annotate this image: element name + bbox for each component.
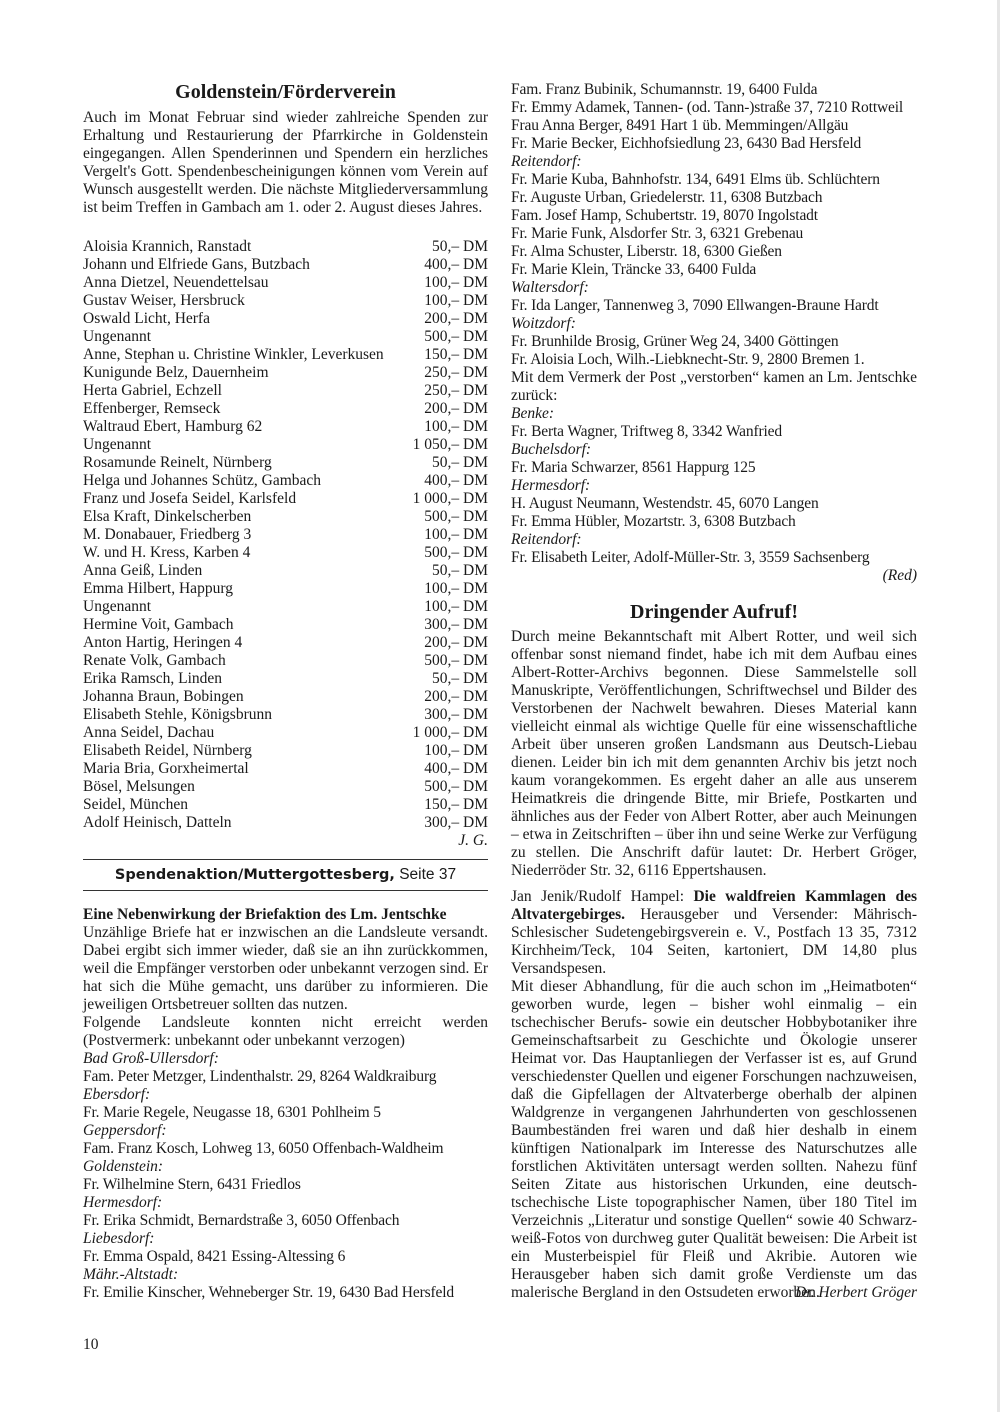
donation-list [83,238,488,850]
donor-name: Gustav Weiser, Hersbruck [83,292,245,309]
article-paragraph: Unzählige Briefe hat er inzwischen an die Landsleute versandt. Dabei ergibt sich immer wieder, daß sie an ihn zurückkommen, weil die Empfänger verstorben oder unbekannt verzogen sind. Er hat sich die Mühe gemacht, uns darüber zu informieren. Die jeweiligen Ortsbetreuer sollten das nutzen. [83,924,488,1013]
address-entry: Fr. Elisabeth Leiter, Adolf-Müller-Str. 3, 3559 Sachsenberg [511,549,870,566]
donation-amount: 150,– DM [424,796,488,813]
address-entry: Fr. Emma Hübler, Mozartstr. 3, 6308 Butzbach [511,513,796,530]
address-entry: Fr. Auguste Urban, Griedelerstr. 11, 6308 Butzbach [511,189,823,206]
donor-name: Oswald Licht, Herfa [83,310,210,327]
box-heading-bold: Spendenaktion/Muttergottesberg, [114,867,395,883]
address-entry: Fr. Wilhelmine Stern, 6431 Friedlos [83,1176,301,1193]
place-heading: Bad Groß-Ullersdorf: [83,1050,219,1067]
box-heading-page: Seite 37 [399,866,457,883]
donation-amount: 250,– DM [424,364,488,381]
address-entry: Fr. Marie Kuba, Bahnhofstr. 134, 6491 Elms üb. Schlüchtern [511,171,880,188]
review-publisher: Herausgeber und Versender: Mährisch-Schlesischer Sudetengebirgsverein e. V., Postfach 13 35, 7312 Kirchheim/Teck, 104 Seiten, kartoniert, DM 14,80 plus Versandspesen. [511,906,917,977]
donation-amount: 100,– DM [424,274,488,291]
donation-amount: 100,– DM [424,742,488,759]
donation-row [83,670,488,688]
article-paragraph: Folgende Landsleute konnten nicht erreicht werden (Postvermerk: unbekannt oder unbekannt verzogen) [83,1014,488,1049]
donation-row [83,796,488,814]
donation-row [83,814,488,832]
donation-row [83,652,488,670]
donor-name: Kunigunde Belz, Dauernheim [83,364,269,381]
address-entry: Fam. Franz Kosch, Lohweg 13, 6050 Offenbach-Waldheim [83,1140,444,1157]
donor-name: Anna Dietzel, Neuendettelsau [83,274,269,291]
aufruf-paragraph: Durch meine Bekanntschaft mit Albert Rotter, und weil sich offenbar sonst niemand findet, habe ich mit dem Aufbau eines Albert-Rotter-Archivs begonnen. Diese Sammelstelle soll Manuskripte, Veröffentlichungen, Schriftwechsel und Bilder des Verstorbenen der Nachwelt bewahren. Dieses Material kann vielleicht einmal als wichtige Quelle für eine wissenschaftliche Arbeit über unseren großen Landsmann aus Deutsch-Liebau dienen. Leider bin ich mit dem genannten Archiv bis jetzt noch kaum vorangekommen. Es ergeht daher an alle aus unserem Heimatkreis die dringende Bitte, mir Briefe, Postkarten und ähnliches aus der Feder von Albert Rotter, aber auch Meinungen – etwa in Zeitschriften – über ihn und seine Werke zur Verfügung zu stellen. Die Anschrift dafür lautet: Dr. Herbert Gröger, Niederröder Str. 32, 6116 Eppertshausen. [511,628,917,879]
section-title-aufruf: Dringender Aufruf! [630,601,798,623]
donor-name: Renate Volk, Gambach [83,652,226,669]
donor-name: Effenberger, Remseck [83,400,221,417]
address-entry: Fr. Marie Klein, Träncke 33, 6400 Fulda [511,261,757,278]
note-text: Mit dem Vermerk der Post „verstorben“ kamen an Lm. Jentschke zurück: [511,369,917,404]
donation-row [83,238,488,256]
donor-name: Helga und Johannes Schütz, Gambach [83,472,322,489]
place-heading: Goldenstein: [83,1158,164,1175]
place-heading: Hermesdorf: [511,477,591,494]
donor-name: W. und H. Kress, Karben 4 [83,544,251,561]
place-heading: Woitzdorf: [511,315,576,332]
donor-name: Rosamunde Reinelt, Nürnberg [83,454,272,471]
donor-name: Franz und Josefa Seidel, Karlsfeld [83,490,297,507]
article-nebenwirkung [83,906,488,1302]
address-entry: Fam. Josef Hamp, Schubertstr. 19, 8070 Ingolstadt [511,207,818,224]
donation-row [83,598,488,616]
address-entry: Fr. Marie Funk, Alsdorfer Str. 3, 6321 Grebenau [511,225,804,242]
donor-name: Seidel, München [83,796,189,813]
donation-amount: 150,– DM [424,346,488,363]
donation-amount: 50,– DM [432,454,488,471]
donation-amount: 200,– DM [424,634,488,651]
donor-name: Adolf Heinisch, Datteln [83,814,232,831]
donation-row [83,382,488,400]
donor-name: Ungenannt [83,436,152,453]
rule-top [83,859,488,860]
page-number: 10 [83,1336,99,1353]
address-entry: Fr. Marie Regele, Neugasse 18, 6301 Pohlheim 5 [83,1104,381,1121]
review-text: Mit dieser Abhandlung, für die auch schon im „Heimatboten“ geworben wurde, legen – bisher wohl einmalig – ein tschechischer Berufs- sowie ein deutscher Hobbybotaniker ihre Gemeinschaftsarbeit zu Geschichte und Ökologie unserer Heimat vor. Das Hauptanliegen der Verfasser ist es, auf Grund verschiedenster Quellen und eigener Forschungen nachzuweisen, daß die Gipfellagen der Altvaterberge oberhalb der alpinen Waldgrenze in vergangenen Jahrhunderten von geschlossenen Baumbeständen frei waren und daß hier deshalb in einem künftigen Nationalpark im Interesse des Naturschutzes alle forstlichen Aktivitäten untersagt werden sollten. Nahezu fünf Seiten Zitate aus historischen Urkunden, eine deutsch-tschechische Liste topographischer Namen, über 180 Titel im Verzeichnis „Literatur und sonstige Quellen“ sowie 40 Schwarz-weiß-Fotos von durchweg guter Qualität beweisen: Die Arbeit ist ein Musterbeispiel für Fleiß und Akribie. Autoren wie Herausgeber haben sich damit große Verdienste um das malerische Bergland in den Ostsudeten erworben. [511,978,917,1301]
donation-row [83,472,488,490]
place-heading: Buchelsdorf: [511,441,592,458]
address-entry: Fr. Maria Schwarzer, 8561 Happurg 125 [511,459,756,476]
address-entry: Fr. Ida Langer, Tannenweg 3, 7090 Ellwangen-Braune Hardt [511,297,879,314]
article-title: Eine Nebenwirkung der Briefaktion des Lm. Jentschke [83,906,447,923]
donation-amount: 400,– DM [424,256,488,273]
donation-amount: 100,– DM [424,580,488,597]
place-heading: Hermesdorf: [83,1194,163,1211]
address-entry: Fr. Brunhilde Brosig, Grüner Weg 24, 3400 Göttingen [511,333,839,350]
place-heading: Benke: [511,405,555,422]
donation-row [83,580,488,598]
donation-row [83,292,488,310]
donation-row [83,742,488,760]
donation-row [83,274,488,292]
address-entry: Fr. Berta Wagner, Triftweg 8, 3342 Wanfried [511,423,782,440]
place-heading: Reitendorf: [511,531,582,548]
donation-amount: 50,– DM [432,562,488,579]
donation-row [83,328,488,346]
donation-amount: 300,– DM [424,616,488,633]
address-entry: Fr. Emma Ospald, 8421 Essing-Altessing 6 [83,1248,346,1265]
book-review [511,888,917,1302]
place-heading: Waltersdorf: [511,279,589,296]
donation-amount: 200,– DM [424,310,488,327]
donation-row [83,400,488,418]
donation-amount: 500,– DM [424,328,488,345]
review-signature: Dr. Herbert Gröger [795,1284,917,1301]
donation-row [83,364,488,382]
donation-amount: 100,– DM [424,526,488,543]
donation-amount: 1 050,– DM [412,436,488,453]
donation-amount: 400,– DM [424,472,488,489]
donor-name: Anna Seidel, Dachau [83,724,215,741]
donation-amount: 500,– DM [424,508,488,525]
address-entry: Frau Anna Berger, 8491 Hart 1 üb. Memmingen/Allgäu [511,117,849,134]
donor-name: Maria Bria, Gorxheimertal [83,760,249,777]
donation-row [83,310,488,328]
donation-row [83,562,488,580]
address-entry: Fr. Emilie Kinscher, Wehneberger Str. 19, 6430 Bad Hersfeld [83,1284,454,1301]
donation-row [83,526,488,544]
donation-row [83,256,488,274]
donor-name: Erika Ramsch, Linden [83,670,223,687]
place-heading: Ebersdorf: [83,1086,151,1103]
donations-signature: J. G. [458,832,488,849]
donation-row [83,634,488,652]
address-entry: Fr. Alma Schuster, Liberstr. 18, 6300 Gießen [511,243,782,260]
place-heading: Mähr.-Altstadt: [83,1266,179,1283]
address-entry: Fam. Peter Metzger, Lindenthalstr. 29, 8264 Waldkraiburg [83,1068,437,1085]
address-list-continued [511,81,917,585]
donation-row [83,508,488,526]
donor-name: Elisabeth Stehle, Königsbrunn [83,706,272,723]
donor-name: Anna Geiß, Linden [83,562,203,579]
donor-name: Elsa Kraft, Dinkelscherben [83,508,252,525]
signature-red: (Red) [882,567,917,584]
donation-amount: 50,– DM [432,670,488,687]
donation-amount: 500,– DM [424,778,488,795]
address-entry: Fr. Emmy Adamek, Tannen- (od. Tann-)straße 37, 7210 Rottweil [511,99,904,116]
donation-row [83,418,488,436]
place-heading: Reitendorf: [511,153,582,170]
donor-name: Ungenannt [83,328,152,345]
donation-amount: 250,– DM [424,382,488,399]
address-entry: Fr. Erika Schmidt, Bernardstraße 3, 6050 Offenbach [83,1212,400,1229]
donor-name: Aloisia Krannich, Ranstadt [83,238,252,255]
donor-name: Anton Hartig, Heringen 4 [83,634,243,651]
rule-bottom [83,890,488,891]
box-heading [83,865,488,885]
donation-row [83,778,488,796]
donor-name: Johanna Braun, Bobingen [83,688,244,705]
place-heading: Geppersdorf: [83,1122,167,1139]
donation-row [83,688,488,706]
donor-name: Anne, Stephan u. Christine Winkler, Leverkusen [83,346,384,363]
donation-row [83,436,488,454]
donation-amount: 100,– DM [424,418,488,435]
address-entry: Fam. Franz Bubinik, Schumannstr. 19, 6400 Fulda [511,81,818,98]
address-entry: Fr. Aloisia Loch, Wilh.-Liebknecht-Str. 9, 2800 Bremen 1. [511,351,865,368]
donation-amount: 1 000,– DM [412,490,488,507]
intro-paragraph: Auch im Monat Februar sind wieder zahlreiche Spenden zur Erhaltung und Restaurierung der Pfarrkirche in Goldenstein eingegangen. Allen Spenderinnen und Spendern ein herzliches Vergelt's Gott. Spendenbescheinigungen können vom Verein auf Wunsch ausgestellt werden. Die nächste Mitgliederversammlung ist beim Treffen in Gambach am 1. oder 2. August dieses Jahres. [83,109,488,216]
address-entry: Fr. Marie Becker, Eichhofsiedlung 23, 6430 Bad Hersfeld [511,135,862,152]
review-header [511,888,917,978]
donation-amount: 1 000,– DM [412,724,488,741]
donation-row [83,490,488,508]
donation-row [83,706,488,724]
donor-name: Hermine Voit, Gambach [83,616,234,633]
donation-amount: 400,– DM [424,760,488,777]
donor-name: Emma Hilbert, Happurg [83,580,233,597]
donation-amount: 200,– DM [424,688,488,705]
donation-amount: 100,– DM [424,292,488,309]
donation-amount: 300,– DM [424,706,488,723]
donation-amount: 300,– DM [424,814,488,831]
donor-name: Elisabeth Reidel, Nürnberg [83,742,252,759]
address-entry: H. August Neumann, Westendstr. 45, 6070 Langen [511,495,819,512]
donation-row [83,724,488,742]
donation-amount: 200,– DM [424,400,488,417]
review-authors: Jan Jenik/Rudolf Hampel: [511,888,694,905]
donation-amount: 500,– DM [424,544,488,561]
donor-name: Herta Gabriel, Echzell [83,382,222,399]
address-list [83,1050,488,1302]
donation-amount: 500,– DM [424,652,488,669]
review-book-title: Die waldfreien Kammlagen des Altvatergebirges. [511,888,917,923]
donation-row [83,454,488,472]
donation-amount: 100,– DM [424,598,488,615]
donation-row [83,760,488,778]
donation-row [83,544,488,562]
donor-name: Waltraud Ebert, Hamburg 62 [83,418,263,435]
section-title-goldenstein: Goldenstein/Förderverein [175,81,396,103]
donor-name: Bösel, Melsungen [83,778,195,795]
donor-name: Ungenannt [83,598,152,615]
donation-row [83,346,488,364]
donor-name: Johann und Elfriede Gans, Butzbach [83,256,310,273]
donation-amount: 50,– DM [432,238,488,255]
place-heading: Liebesdorf: [83,1230,155,1247]
donor-name: M. Donabauer, Friedberg 3 [83,526,252,543]
donation-row [83,616,488,634]
